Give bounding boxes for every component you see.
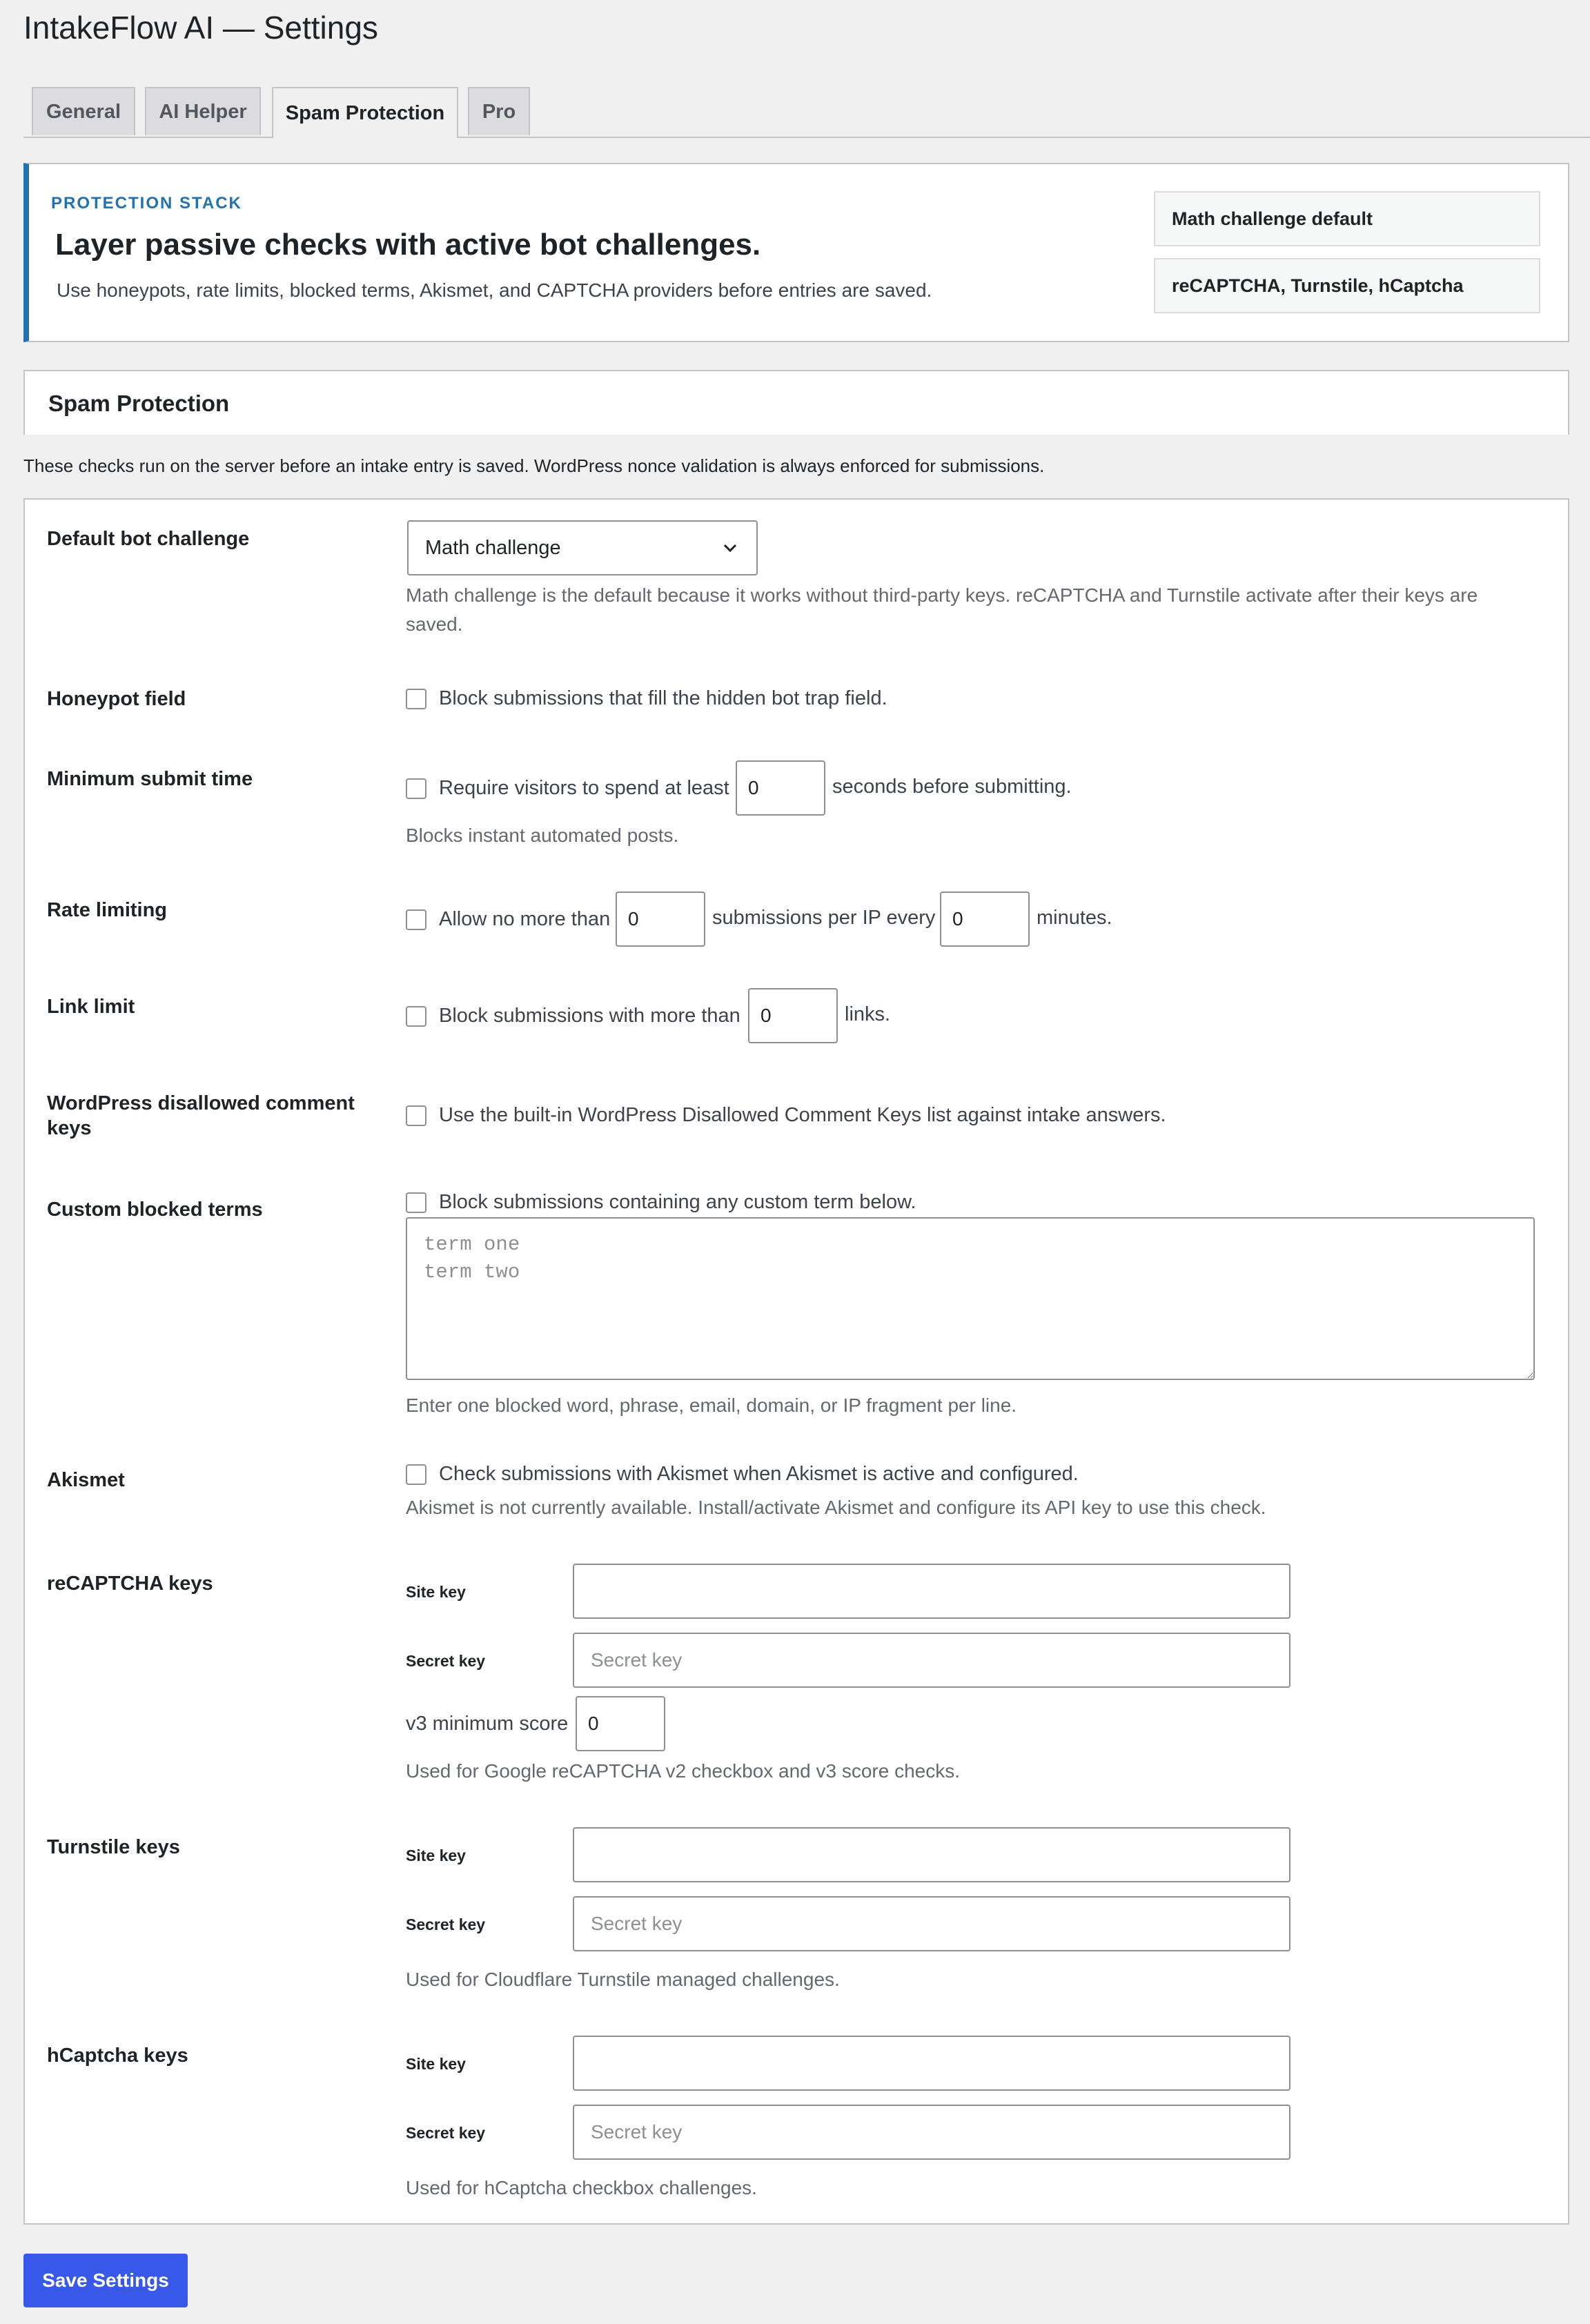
section-header — [23, 370, 1569, 435]
label-disallowed-keys-line2: keys — [47, 1117, 92, 1139]
recaptcha-site-key-label: Site key — [406, 1583, 466, 1601]
label-honeypot: Honeypot field — [47, 688, 186, 710]
link-limit-checkbox[interactable] — [406, 1006, 426, 1027]
chip-math-default: Math challenge default — [1154, 191, 1540, 246]
hcaptcha-secret-key-input[interactable] — [573, 2105, 1290, 2160]
hero-title: Layer passive checks with active bot challenges. — [55, 228, 761, 262]
tab-general[interactable]: General — [32, 87, 135, 135]
akismet-checkbox-label: Check submissions with Akismet when Akismet is active and configured. — [439, 1463, 1079, 1485]
label-hcaptcha: hCaptcha keys — [47, 2045, 188, 2067]
default-challenge-help: Math challenge is the default because it works without third-party keys. reCAPTCHA and Turnstile activate after their keys are saved. — [406, 584, 1478, 635]
turnstile-secret-key-label: Secret key — [406, 1916, 486, 1933]
label-turnstile: Turnstile keys — [47, 1836, 180, 1858]
hero-eyebrow: PROTECTION STACK — [51, 194, 242, 213]
label-disallowed-keys-line1: WordPress disallowed comment — [47, 1092, 355, 1114]
link-limit-text-before: Block submissions with more than — [439, 1005, 740, 1027]
label-akismet: Akismet — [47, 1469, 125, 1491]
disallowed-keys-checkbox[interactable] — [406, 1105, 426, 1126]
link-limit-text-after: links. — [845, 1003, 891, 1025]
akismet-checkbox[interactable] — [406, 1464, 426, 1485]
label-recaptcha: reCAPTCHA keys — [47, 1573, 213, 1595]
default-challenge-select[interactable] — [407, 520, 758, 575]
hcaptcha-site-key-label: Site key — [406, 2055, 466, 2073]
section-description: These checks run on the server before an intake entry is saved. WordPress nonce validation is always enforced for submissions. — [23, 455, 1045, 476]
recaptcha-secret-key-label: Secret key — [406, 1652, 486, 1670]
custom-terms-checkbox[interactable] — [406, 1192, 426, 1213]
honeypot-checkbox[interactable] — [406, 689, 426, 709]
custom-terms-checkbox-label: Block submissions containing any custom term below. — [439, 1191, 916, 1213]
label-min-time: Minimum submit time — [47, 768, 253, 790]
turnstile-help: Used for Cloudflare Turnstile managed challenges. — [406, 1969, 840, 1990]
rate-limit-text-after: minutes. — [1037, 907, 1112, 929]
save-settings-button[interactable]: Save Settings — [23, 2254, 188, 2307]
recaptcha-help: Used for Google reCAPTCHA v2 checkbox and v3 score checks. — [406, 1760, 961, 1782]
label-rate-limit: Rate limiting — [47, 899, 168, 921]
default-challenge-value: Math challenge — [425, 536, 561, 559]
min-time-help: Blocks instant automated posts. — [406, 825, 679, 846]
custom-terms-help: Enter one blocked word, phrase, email, domain, or IP fragment per line. — [406, 1395, 1017, 1416]
chip-captcha-providers: reCAPTCHA, Turnstile, hCaptcha — [1154, 258, 1540, 313]
disallowed-keys-checkbox-label: Use the built-in WordPress Disallowed Comment Keys list against intake answers. — [439, 1104, 1166, 1126]
label-custom-terms: Custom blocked terms — [47, 1199, 263, 1221]
label-link-limit: Link limit — [47, 996, 135, 1018]
link-limit-input[interactable] — [748, 988, 838, 1043]
min-time-text-before: Require visitors to spend at least — [439, 777, 729, 799]
hcaptcha-help: Used for hCaptcha checkbox challenges. — [406, 2177, 757, 2198]
section-title: Spam Protection — [48, 391, 230, 416]
custom-terms-textarea[interactable] — [406, 1217, 1535, 1380]
honeypot-checkbox-label: Block submissions that fill the hidden bot trap field. — [439, 687, 887, 709]
tab-pro[interactable]: Pro — [468, 87, 530, 135]
recaptcha-site-key-input[interactable] — [573, 1564, 1290, 1619]
label-default-challenge: Default bot challenge — [47, 528, 250, 550]
turnstile-site-key-input[interactable] — [573, 1827, 1290, 1882]
rate-limit-text-before: Allow no more than — [439, 908, 611, 930]
recaptcha-min-score-label: v3 minimum score — [406, 1713, 569, 1735]
turnstile-site-key-label: Site key — [406, 1847, 466, 1864]
min-time-checkbox[interactable] — [406, 778, 426, 799]
akismet-help: Akismet is not currently available. Install/activate Akismet and configure its API key to use this check. — [406, 1497, 1266, 1518]
rate-limit-text-middle: submissions per IP every — [712, 907, 936, 929]
rate-limit-count-input[interactable] — [616, 892, 705, 947]
min-time-seconds-input[interactable] — [736, 760, 825, 816]
hcaptcha-site-key-input[interactable] — [573, 2036, 1290, 2091]
min-time-text-after: seconds before submitting. — [832, 776, 1072, 798]
tab-spam-protection[interactable]: Spam Protection — [272, 87, 458, 138]
hero-description: Use honeypots, rate limits, blocked terms, Akismet, and CAPTCHA providers before entries are saved. — [57, 279, 932, 301]
tab-ai-helper[interactable]: AI Helper — [145, 87, 261, 135]
chevron-down-icon — [719, 537, 741, 559]
recaptcha-secret-key-input[interactable] — [573, 1633, 1290, 1688]
turnstile-secret-key-input[interactable] — [573, 1896, 1290, 1951]
settings-tabs — [23, 87, 1590, 138]
rate-limit-checkbox[interactable] — [406, 909, 426, 930]
hcaptcha-secret-key-label: Secret key — [406, 2124, 486, 2142]
recaptcha-min-score-input[interactable] — [576, 1696, 665, 1751]
rate-limit-minutes-input[interactable] — [940, 892, 1030, 947]
page-title: IntakeFlow AI — Settings — [23, 10, 378, 46]
